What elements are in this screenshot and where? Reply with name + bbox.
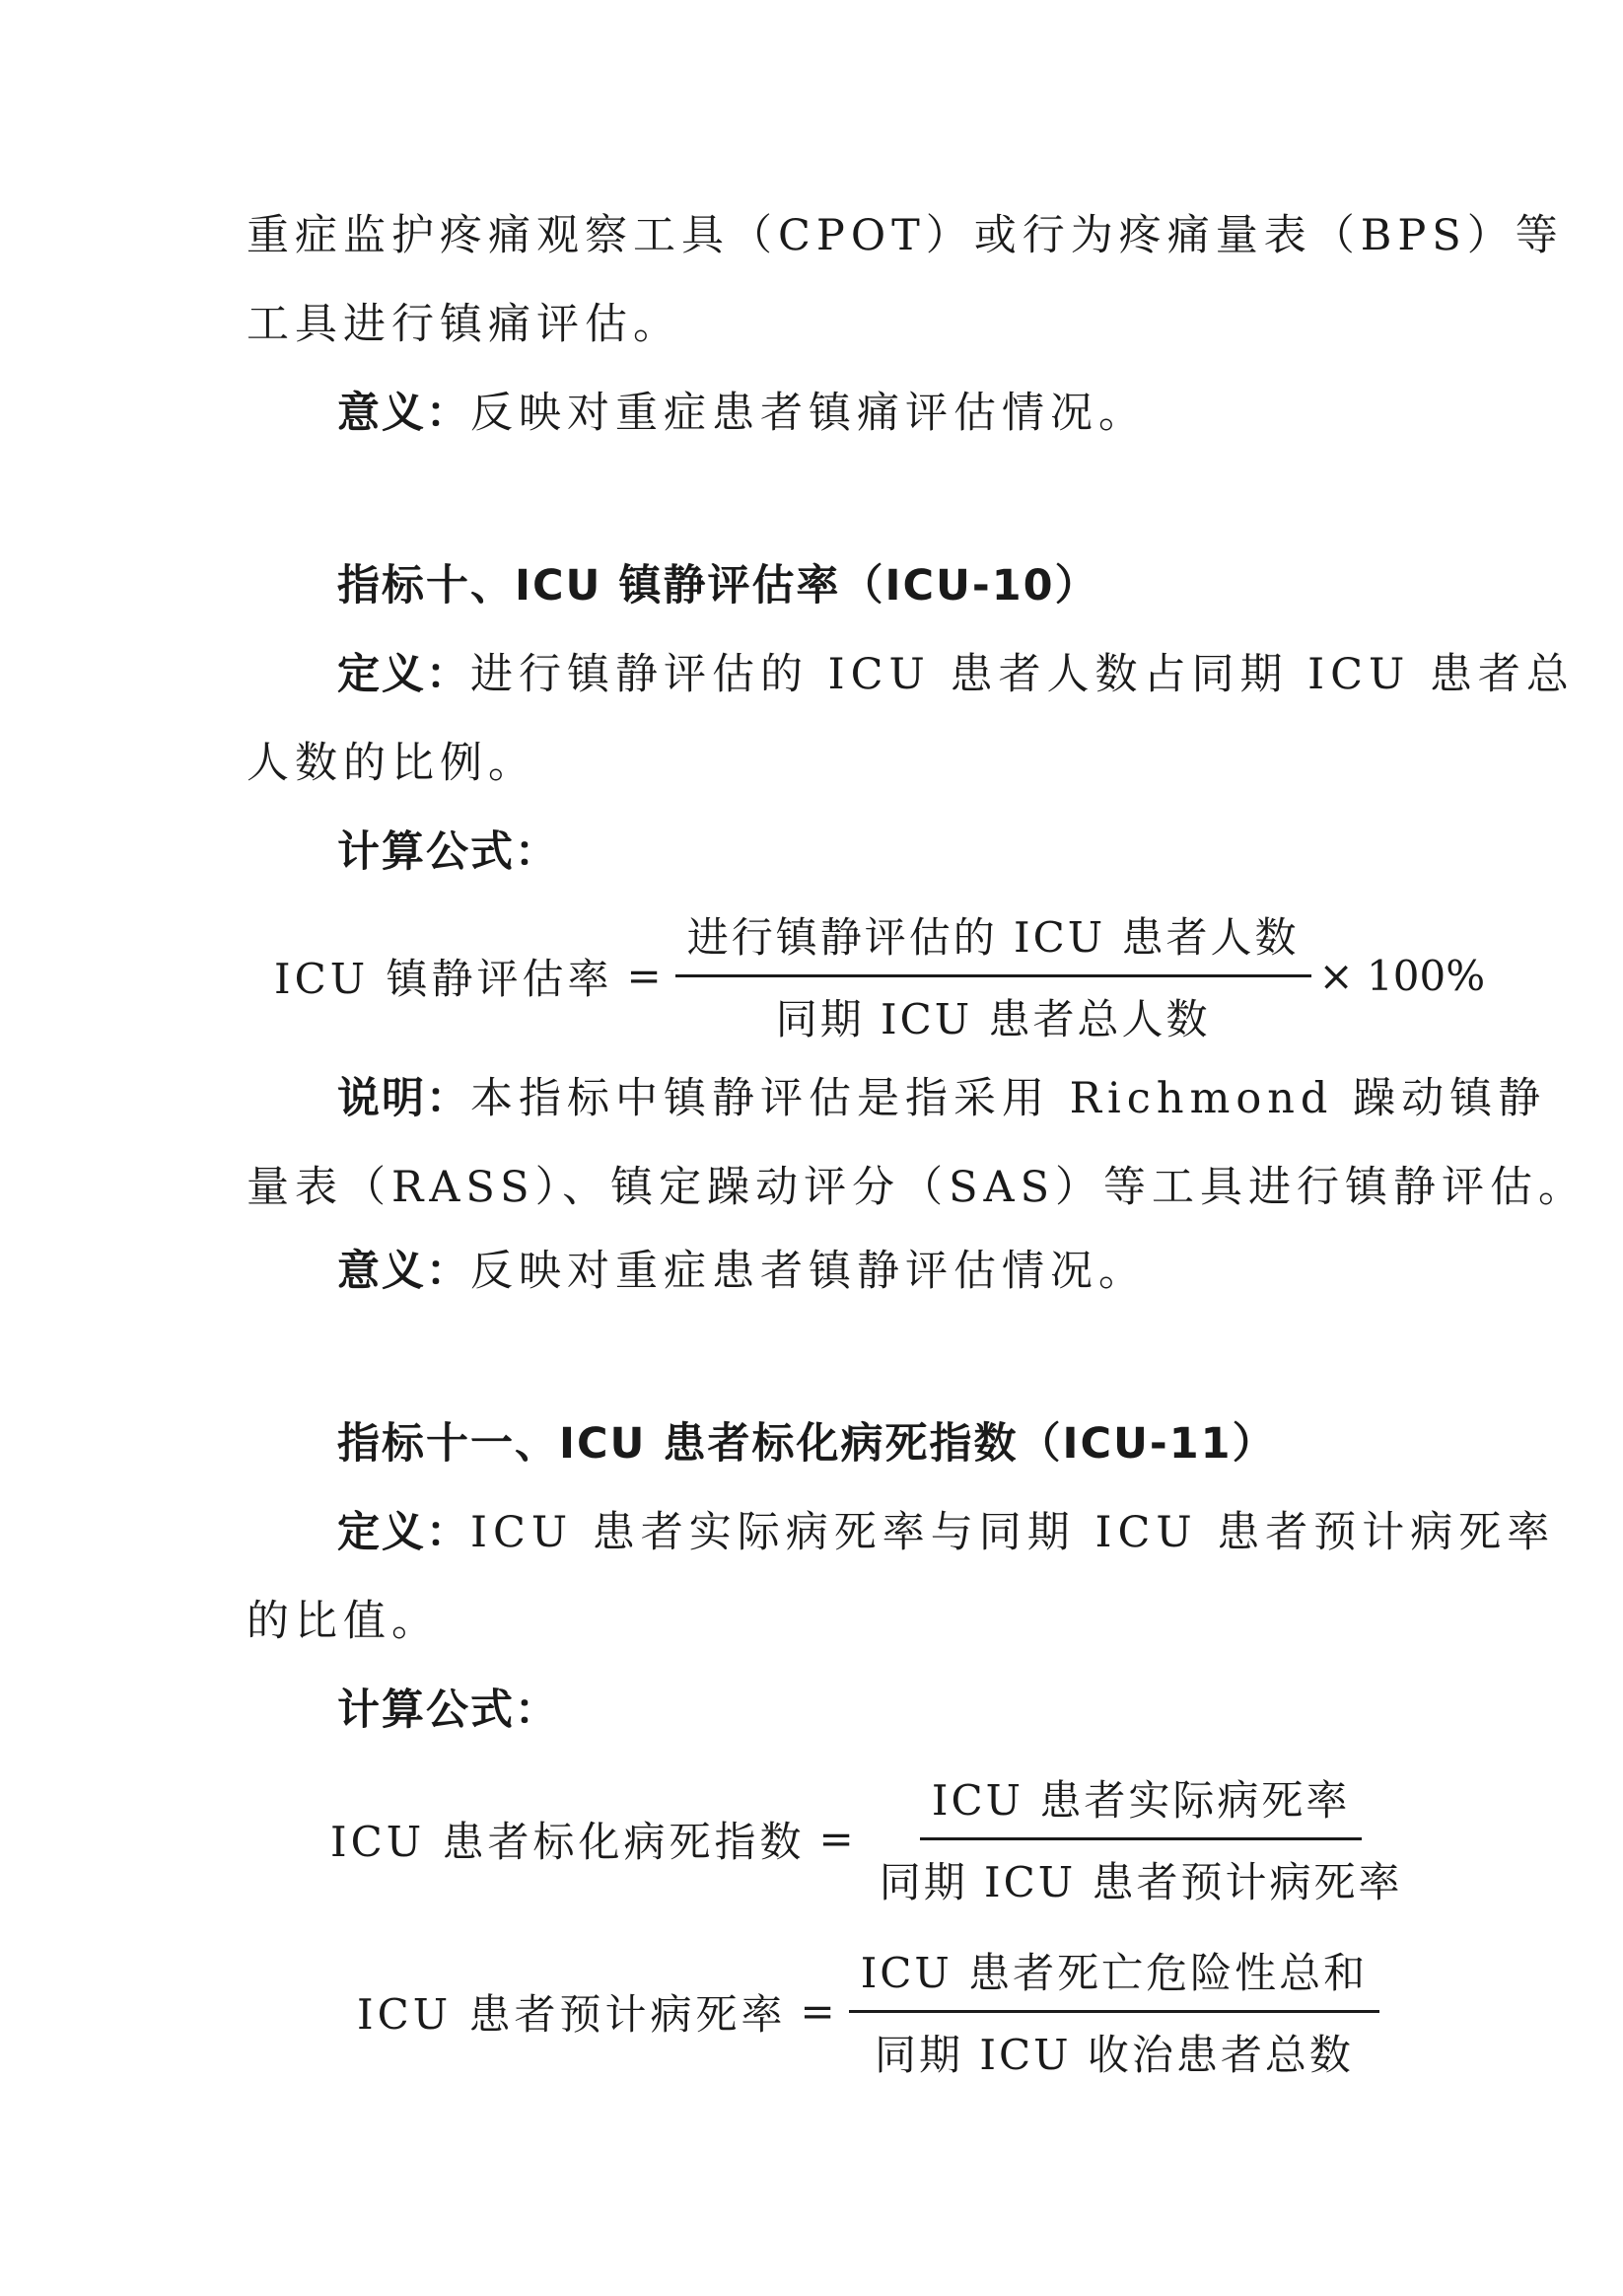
text-line-cpot-bps: 重症监护疼痛观察工具（CPOT）或行为疼痛量表（BPS）等 <box>247 211 1564 260</box>
denominator: 同期 ICU 收治患者总数 <box>875 2031 1354 2079</box>
formula-expected-mortality-rate <box>357 1941 1379 2082</box>
note-label: 说明： <box>337 1074 470 1123</box>
formula-lhs: ICU 镇静评估率 <box>274 954 613 1003</box>
fraction <box>868 1768 1415 1909</box>
denominator: 同期 ICU 患者总人数 <box>775 995 1211 1043</box>
significance-label: 意义： <box>337 1247 470 1296</box>
formula-sedation-assessment-rate <box>274 905 1485 1046</box>
significance-label: 意义： <box>337 389 470 438</box>
numerator: ICU 患者死亡危险性总和 <box>849 1941 1379 2013</box>
significance-analgesia <box>337 389 1147 438</box>
equals-sign: = <box>818 1815 854 1863</box>
definition-text: ICU 患者实际病死率与同期 ICU 患者预计病死率 <box>470 1508 1556 1557</box>
formula-lhs: ICU 患者标化病死指数 <box>330 1817 806 1866</box>
significance-text: 反映对重症患者镇痛评估情况。 <box>470 389 1147 438</box>
equals-sign: = <box>626 952 662 1000</box>
definition-10-continued: 人数的比例。 <box>247 739 536 788</box>
indicator-10-heading: 指标十、ICU 镇静评估率（ICU-10） <box>337 561 1099 610</box>
formula-label-11: 计算公式： <box>337 1686 559 1735</box>
significance-text: 反映对重症患者镇静评估情况。 <box>470 1247 1147 1296</box>
multiplier: × 100% <box>1318 952 1486 1000</box>
note-text: 本指标中镇静评估是指采用 Richmond 躁动镇静 <box>470 1074 1547 1123</box>
fraction <box>849 1941 1379 2082</box>
formula-lhs: ICU 患者预计病死率 <box>357 1989 787 2039</box>
formula-standardized-mortality-index <box>330 1768 1415 1909</box>
definition-10 <box>337 650 1575 699</box>
denominator: 同期 ICU 患者预计病死率 <box>879 1858 1403 1906</box>
significance-sedation <box>337 1247 1147 1296</box>
definition-label: 定义： <box>337 1508 470 1557</box>
note-10 <box>337 1074 1547 1123</box>
definition-11 <box>337 1508 1556 1557</box>
note-10-continued: 量表（RASS）、镇定躁动评分（SAS）等工具进行镇静评估。 <box>247 1163 1588 1212</box>
fraction <box>675 905 1311 1046</box>
equals-sign: = <box>800 1987 835 2036</box>
formula-label-10: 计算公式： <box>337 827 559 877</box>
definition-label: 定义： <box>337 650 470 699</box>
indicator-11-heading: 指标十一、ICU 患者标化病死指数（ICU-11） <box>337 1419 1277 1469</box>
numerator: 进行镇静评估的 ICU 患者人数 <box>675 905 1311 977</box>
definition-11-continued: 的比值。 <box>247 1597 440 1646</box>
numerator: ICU 患者实际病死率 <box>920 1768 1362 1840</box>
text-line-analgesia-tools: 工具进行镇痛评估。 <box>247 300 681 349</box>
definition-text: 进行镇静评估的 ICU 患者人数占同期 ICU 患者总 <box>470 650 1575 699</box>
